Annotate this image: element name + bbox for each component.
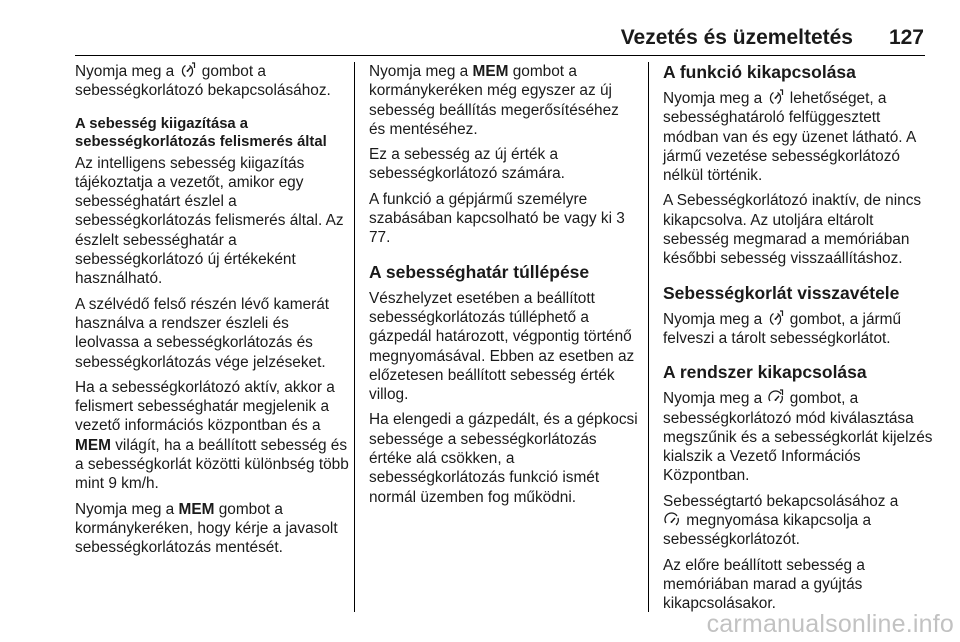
text: Nyomja meg a xyxy=(75,63,175,80)
text: Sebességtartó bekapcsolásához a xyxy=(663,492,899,510)
page-title: Vezetés és üzemeltetés xyxy=(620,26,853,49)
paragraph: A Sebességkorlátozó inaktív, de nincs kikapcsolva. Az utoljára eltárolt sebesség megmarad a memóriában későbbi sebesség visszaállításhoz. xyxy=(663,192,922,268)
text: gombot, a jármű felveszi a tárolt sebességkorlátot. xyxy=(663,310,902,347)
text: megnyomása kikapcsolja a sebességkorlátozót. xyxy=(663,512,872,549)
page-header xyxy=(75,25,925,56)
column-2 xyxy=(369,62,639,513)
paragraph xyxy=(75,62,355,101)
watermark: carmanualsonline.info xyxy=(706,610,954,638)
mem-label: MEM xyxy=(75,436,111,454)
text: Nyomja meg a xyxy=(663,390,763,408)
text: Ha a sebességkorlátozó aktív, akkor a felismert sebességhatár megjelenik a vezető információs központban és a xyxy=(75,378,335,435)
text: Nyomja meg a xyxy=(369,63,469,80)
paragraph xyxy=(369,62,639,139)
cruise-control-icon xyxy=(767,389,786,406)
paragraph: A szélvédő felső részén lévő kamerát használva a rendszer észleli és leolvassa a sebességkorlátozás és sebességkorlátozás vége jelzéseket. xyxy=(75,295,330,371)
paragraph: Az előre beállított sebesség a memóriában marad a gyújtás kikapcsolásakor. xyxy=(663,556,865,613)
paragraph xyxy=(75,500,355,558)
speed-limiter-icon xyxy=(179,62,198,79)
text: A funkció a gépjármű személyre szabásában kapcsolható be vagy ki xyxy=(369,190,612,228)
section-heading: A funkció kikapcsolása xyxy=(663,62,856,82)
text: Nyomja meg a xyxy=(663,310,763,328)
paragraph: Vészhelyzet esetében a beállított sebességkorlátozás túlléphető a gázpedál határozott, végpontig történő megnyomásával. Ebben az esetben az előzetesen beállított sebesség érték villog. xyxy=(369,289,635,404)
column-1 xyxy=(75,62,355,564)
speed-limiter-icon xyxy=(767,310,786,327)
subheading: A sebesség kiigazítása a sebességkorlátozás felismerés által xyxy=(75,115,327,151)
section-heading: Sebességkorlát visszavétele xyxy=(663,282,900,303)
paragraph xyxy=(663,492,938,550)
text: világít, ha a beállított sebesség és a sebességkorlát közötti különbség több mint 9 km/h. xyxy=(75,436,349,493)
paragraph xyxy=(75,378,355,494)
text: gombot, a sebességkorlátozó mód kiválasztása megszűnik és a sebességkorlát kijelzés kialszik a Vezető Információs Központban. xyxy=(663,390,933,485)
text: lehetőséget, a sebességhatároló felfüggesztett módban van és egy üzenet látható. A jármű vezetése sebességkorlátozó nélkül történik. xyxy=(663,90,916,185)
speed-limiter-icon xyxy=(767,89,786,106)
section-heading: A sebességhatár túllépése xyxy=(369,261,590,282)
reference-arrow-icon: 3 xyxy=(616,210,625,228)
paragraph xyxy=(663,89,938,185)
mem-label: MEM xyxy=(178,500,215,518)
text: gombot a kormánykeréken, hogy kérje a javasolt sebességkorlátozás mentését. xyxy=(75,500,338,557)
paragraph xyxy=(663,389,938,485)
reference-page: 77. xyxy=(369,229,391,247)
paragraph: Az intelligens sebesség kiigazítás tájékoztatja a vezetőt, amikor egy sebességhatárt észlel a sebességkorlátozás felismerés által. Az észlelt sebességhatár a sebességkorlátozó új értékeként használható. xyxy=(75,154,344,288)
paragraph xyxy=(663,310,938,349)
column-divider-2 xyxy=(648,62,649,612)
text: gombot a kormánykeréken még egyszer az új sebesség beállítás megerősítéséhez és mentéséhez. xyxy=(369,63,619,138)
mem-label: MEM xyxy=(472,63,509,80)
text: Nyomja meg a xyxy=(663,90,763,107)
section-heading: A rendszer kikapcsolása xyxy=(663,362,867,383)
cruise-control-icon xyxy=(663,511,682,528)
column-3 xyxy=(663,62,938,620)
page-number: 127 xyxy=(888,26,924,49)
text: Nyomja meg a xyxy=(75,500,175,518)
paragraph: Ez a sebesség az új érték a sebességkorlátozó számára. xyxy=(369,146,565,183)
paragraph: Ha elengedi a gázpedált, és a gépkocsi sebessége a sebességkorlátozás értéke alá csökken, a sebességkorlátozás funkció ismét normál üzemben fog működni. xyxy=(369,411,638,506)
text: gombot a sebességkorlátozó bekapcsolásához. xyxy=(75,63,331,100)
paragraph xyxy=(369,190,639,248)
